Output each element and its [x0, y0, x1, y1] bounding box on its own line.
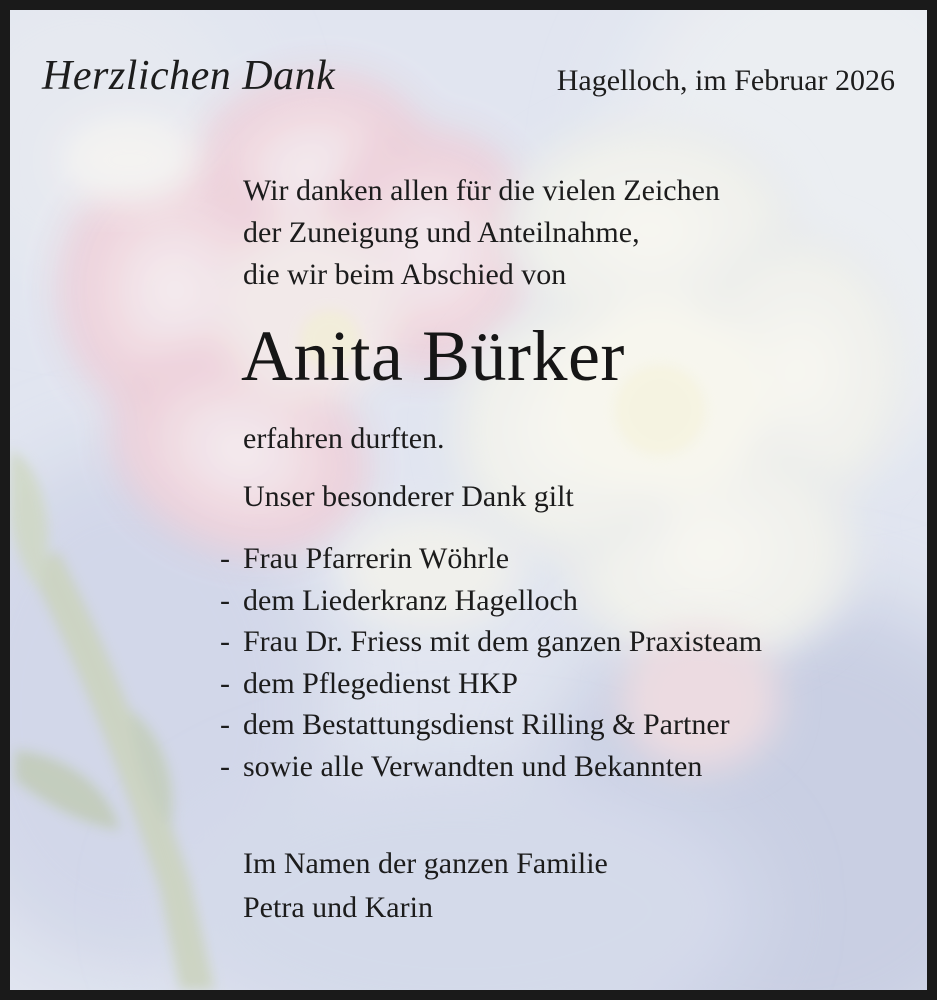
list-item: [220, 663, 762, 705]
signature-line: Im Namen der ganzen Familie: [243, 847, 608, 880]
dash-bullet: -: [220, 542, 230, 575]
dash-bullet: -: [220, 583, 230, 617]
list-item-text: Frau Pfarrerin Wöhrle: [243, 542, 510, 575]
intro-text: [243, 170, 720, 296]
dash-bullet: -: [220, 666, 230, 700]
list-item-text: dem Bestattungsdienst Rilling & Partner: [243, 708, 730, 742]
list-item-text: dem Pflegedienst HKP: [243, 666, 518, 700]
deceased-name: Anita Bürker: [241, 316, 625, 396]
list-item: [220, 746, 762, 788]
signature-block: [243, 842, 608, 930]
intro-line: die wir beim Abschied von: [243, 258, 567, 291]
place-and-date: Hagelloch, im Februar 2026: [556, 64, 895, 97]
list-item-text: Frau Dr. Friess mit dem ganzen Praxisteam: [243, 625, 763, 659]
dash-bullet: -: [220, 708, 230, 742]
signature-names: Petra und Karin: [243, 891, 433, 924]
dash-bullet: -: [220, 625, 230, 659]
list-item-text: sowie alle Verwandten und Bekannten: [243, 749, 703, 783]
card-title: Herzlichen Dank: [42, 53, 336, 99]
list-item: [220, 621, 762, 663]
dash-bullet: -: [220, 749, 230, 783]
list-item: [220, 580, 762, 622]
special-thanks-heading: Unser besonderer Dank gilt: [243, 480, 574, 513]
list-item: [220, 704, 762, 746]
intro-line: der Zuneigung und Anteilnahme,: [243, 216, 640, 249]
list-item: [220, 538, 762, 580]
intro-line: Wir danken allen für die vielen Zeichen: [243, 174, 720, 207]
after-name-text: erfahren durften.: [243, 422, 445, 455]
list-item-text: dem Liederkranz Hagelloch: [243, 583, 578, 617]
special-thanks-list: [220, 538, 762, 788]
